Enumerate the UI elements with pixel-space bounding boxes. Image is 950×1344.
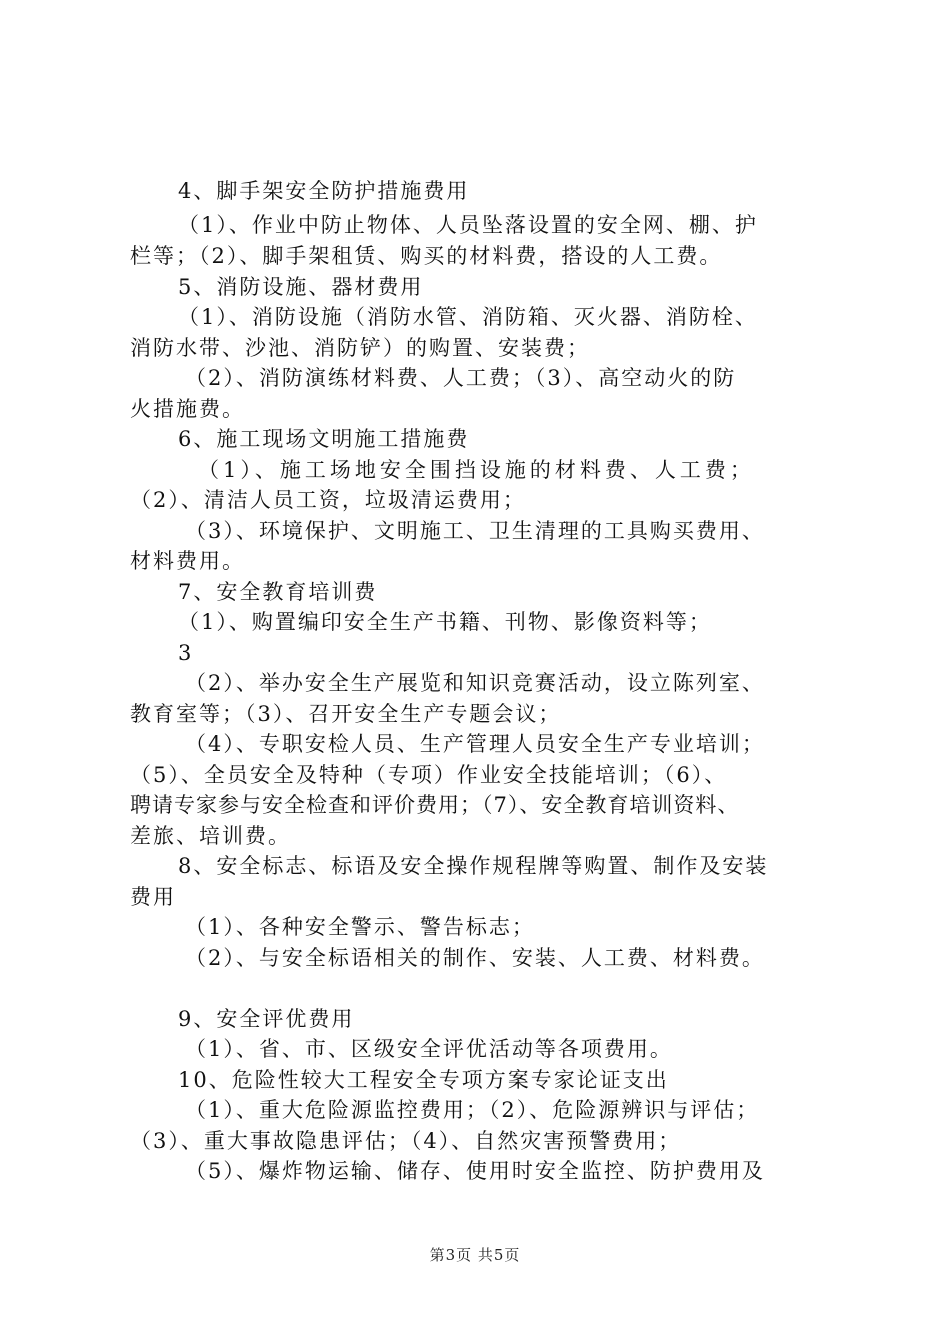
paragraph-line: （1）、重大危险源监控费用；（2）、危险源辨识与评估； (185, 1098, 760, 1122)
paragraph-line: 聘请专家参与安全检查和评价费用；（7）、安全教育培训资料、 (130, 793, 740, 817)
stray-number: 3 (178, 641, 194, 665)
paragraph-line: （1）、各种安全警示、警告标志； (185, 915, 535, 939)
section-heading-4: 4、脚手架安全防护措施费用 (178, 179, 470, 203)
paragraph-line: 消防水带、沙池、消防铲）的购置、安装费； (130, 336, 590, 360)
paragraph-line: 栏等；（2）、脚手架租赁、购买的材料费，搭设的人工费。 (130, 244, 723, 268)
paragraph-line: （5）、全员安全及特种（专项）作业安全技能培训；（6）、 (130, 763, 728, 787)
paragraph-line: （1）、消防设施（消防水管、消防箱、灭火器、消防栓、 (178, 305, 758, 329)
section-heading-7: 7、安全教育培训费 (178, 580, 378, 604)
paragraph-line: 火措施费。 (130, 397, 245, 421)
paragraph-line: （5）、爆炸物运输、储存、使用时安全监控、防护费用及 (185, 1159, 765, 1183)
section-heading-5: 5、消防设施、器材费用 (178, 275, 424, 299)
paragraph-line: （2）、消防演练材料费、人工费；（3）、高空动火的防 (185, 366, 737, 390)
paragraph-line: （1）、购置编印安全生产书籍、刊物、影像资料等； (178, 610, 712, 634)
section-heading-6: 6、施工现场文明施工措施费 (178, 427, 470, 451)
paragraph-line: （2）、清洁人员工资，垃圾清运费用； (130, 488, 526, 512)
paragraph-line: 教育室等；（3）、召开安全生产专题会议； (130, 702, 562, 726)
page-footer: 第3页 共5页 (429, 1246, 521, 1264)
section-heading-8: 8、安全标志、标语及安全操作规程牌等购置、制作及安装 (178, 854, 769, 878)
paragraph-line: 材料费用。 (130, 549, 245, 573)
paragraph-line: （2）、与安全标语相关的制作、安装、人工费、材料费。 (185, 946, 765, 970)
paragraph-line: （4）、专职安检人员、生产管理人员安全生产专业培训； (185, 732, 765, 756)
paragraph-line: （1）、省、市、区级安全评优活动等各项费用。 (185, 1037, 673, 1061)
paragraph-line: （3）、重大事故隐患评估；（4）、自然灾害预警费用； (130, 1129, 682, 1153)
paragraph-line: （1）、作业中防止物体、人员坠落设置的安全网、棚、护 (178, 213, 758, 237)
paragraph-line: （2）、举办安全生产展览和知识竞赛活动，设立陈列室、 (185, 671, 765, 695)
paragraph-line: （3）、环境保护、文明施工、卫生清理的工具购买费用、 (185, 519, 765, 543)
paragraph-line: 差旅、培训费。 (130, 824, 291, 848)
paragraph-line: （1）、施工场地安全围挡设施的材料费、人工费； (198, 458, 755, 482)
section-heading-9: 9、安全评优费用 (178, 1007, 355, 1031)
paragraph-line: 费用 (130, 885, 176, 909)
section-heading-10: 10、危险性较大工程安全专项方案专家论证支出 (178, 1068, 669, 1092)
